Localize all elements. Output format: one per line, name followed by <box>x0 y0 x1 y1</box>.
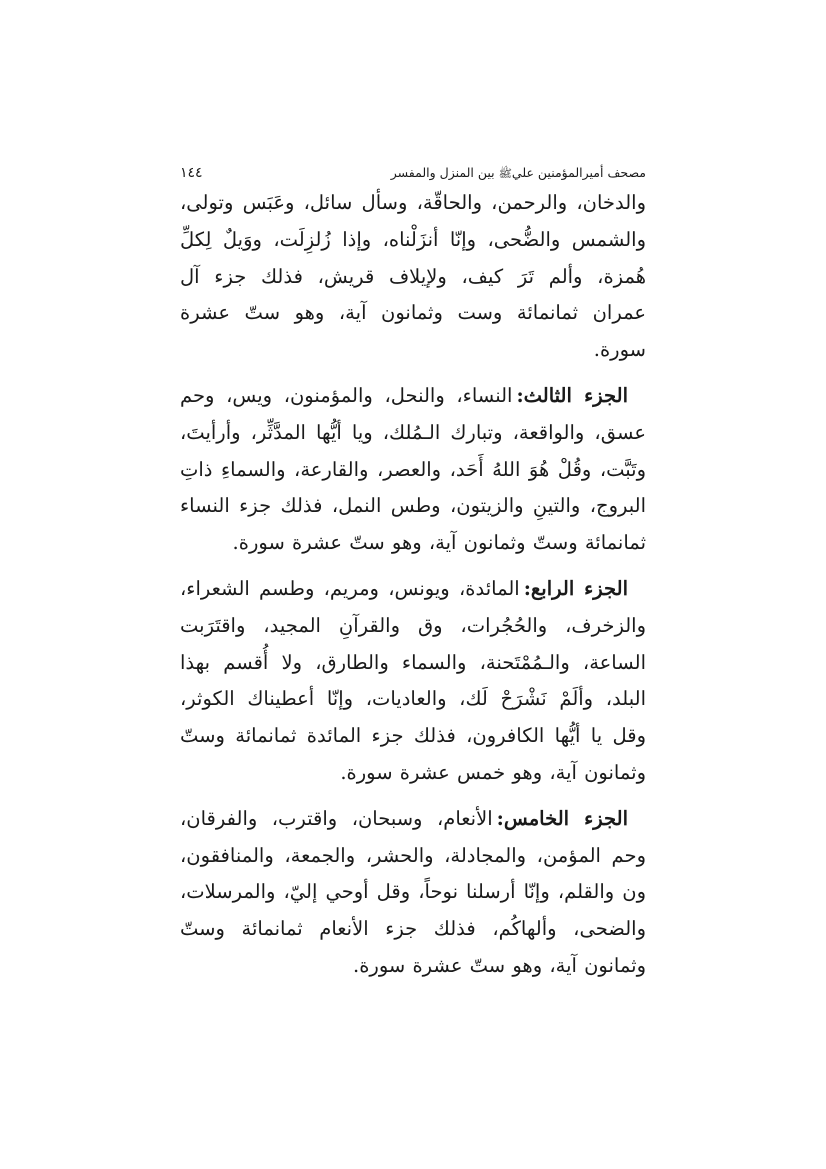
section-label: الجزء الثالث: <box>516 383 628 407</box>
paragraph-part-five <box>180 801 646 985</box>
running-title-before: مصحف أميرالمؤمنين علي <box>511 165 646 180</box>
paragraph-text: المائدة، ويونس، ومريم، وطسم الشعراء، والزخرف، والحُجُرات، وق والقرآنِ المجيد، واقتَرَبت الساعة، والـمُمْتَحنة، والسماء والطارق، ولا أُقسم بهذا البلد، وألَمْ نَشْرَحْ لَك، والعاديات، وإنّا أعطيناك الكوثر، وقل يا أيُّها الكافرون، فذلك جزء المائدة ثمانمائة وستّ وثمانون آية، وهو خمس عشرة سورة. <box>180 576 646 784</box>
paragraph-text: النساء، والنحل، والمؤمنون، ويس، وحم عسق، والواقعة، وتبارك الـمُلك، ويا أيُّها المدَّثِّر، وأرأيتَ، وتَبَّت، وقُلْ هُوَ اللهُ أَحَد، والعصر، والقارعة، والسماءِ ذاتِ البروج، والتينِ والزيتون، وطس النمل، فذلك جزء النساء ثمانمائة وستّ وثمانون آية، وهو ستّ عشرة سورة. <box>180 383 646 555</box>
section-label: الجزء الخامس: <box>496 806 628 830</box>
paragraph-text: الأنعام، وسبحان، واقترب، والفرقان، وحم المؤمن، والمجادلة، والحشر، والجمعة، والمنافقون، ون والقلم، وإنّا أرسلنا نوحاً، وقل أوحي إليّ، والمرسلات، والضحى، وألهاكُم، فذلك جزء الأنعام ثمانمائة وستّ وثمانون آية، وهو ستّ عشرة سورة. <box>180 806 646 977</box>
salawat-glyph: ﷺ <box>498 167 512 180</box>
page <box>180 163 646 994</box>
paragraph-continuation <box>180 185 646 369</box>
paragraph-text: والدخان، والرحمن، والحاقّة، وسأل سائل، وعَبَس وتولى، والشمس والضُّحى، وإنّا أنزَلْناه، وإذا زُلزِلَت، ووَيلٌ لِكلِّ هُمزة، وألم تَرَ كيف، ولإيلاف قريش، فذلك جزء آل عمران ثمانمائة وست وثمانون آية، وهو ستّ عشرة سورة. <box>180 191 646 362</box>
section-label: الجزء الرابع: <box>523 576 628 600</box>
paragraph-part-three <box>180 378 646 562</box>
running-title <box>391 163 646 184</box>
page-number: ١٤٤ <box>180 165 203 181</box>
paragraph-part-four <box>180 571 646 792</box>
running-title-after: بين المنزل والمفسر <box>390 165 495 180</box>
running-header <box>180 163 646 183</box>
body-text <box>180 185 646 985</box>
